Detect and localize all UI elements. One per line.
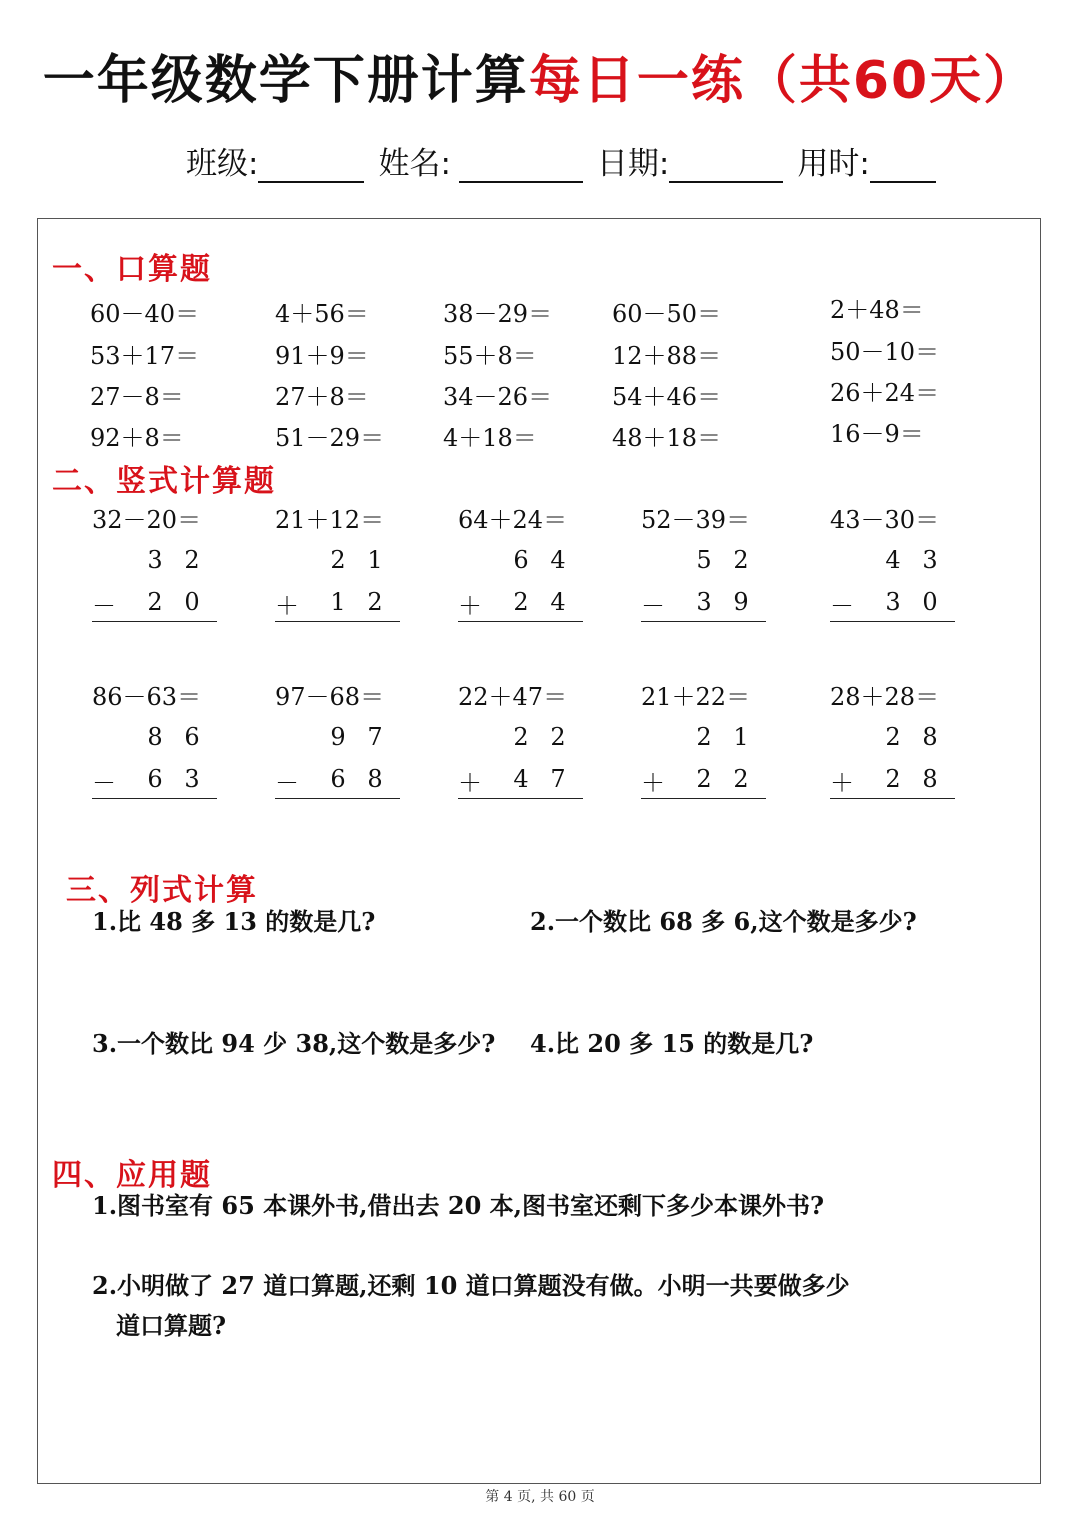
answer-line <box>275 621 400 622</box>
digit-ones: 8 <box>367 765 383 793</box>
digit-ones: 4 <box>550 546 566 574</box>
vertical-column <box>830 542 962 628</box>
digit-ones: 6 <box>184 723 200 751</box>
class-label: 班级: <box>186 146 259 182</box>
oral-problem: 26＋24＝ <box>830 379 940 407</box>
digit-ones: 1 <box>733 723 749 751</box>
operator-sign: － <box>92 592 116 620</box>
word-problem-2-continued: 道口算题? <box>116 1311 227 1340</box>
vertical-problem-expression: 32－20＝ <box>92 506 202 534</box>
digit-tens: 2 <box>885 723 901 751</box>
vertical-problem-expression: 97－68＝ <box>275 683 385 711</box>
operator-sign: － <box>92 769 116 797</box>
oral-problem: 16－9＝ <box>830 420 924 448</box>
digit-tens: 1 <box>330 588 346 616</box>
digit-tens: 2 <box>885 765 901 793</box>
oral-problem: 27－8＝ <box>90 383 184 411</box>
vertical-problem-expression: 21＋12＝ <box>275 506 385 534</box>
oral-problem: 38－29＝ <box>443 300 553 328</box>
digit-ones: 1 <box>367 546 383 574</box>
oral-problem: 4＋18＝ <box>443 424 537 452</box>
digit-ones: 8 <box>922 765 938 793</box>
operator-sign: ＋ <box>641 769 665 797</box>
vertical-problem-expression: 28＋28＝ <box>830 683 940 711</box>
date-label: 日期: <box>596 146 670 182</box>
digit-ones: 0 <box>184 588 200 616</box>
digit-ones: 9 <box>733 588 749 616</box>
digit-tens: 2 <box>696 723 712 751</box>
digit-ones: 2 <box>733 765 749 793</box>
expression-question-2: 2.一个数比 68 多 6,这个数是多少? <box>530 907 917 936</box>
oral-problem: 4＋56＝ <box>275 300 369 328</box>
oral-problem: 51－29＝ <box>275 424 385 452</box>
section-4-heading: 四、应用题 <box>52 1158 212 1193</box>
answer-line <box>458 798 583 799</box>
word-problem-2: 2.小明做了 27 道口算题,还剩 10 道口算题没有做。小明一共要做多少 <box>92 1271 850 1300</box>
digit-tens: 3 <box>885 588 901 616</box>
expression-question-3: 3.一个数比 94 少 38,这个数是多少? <box>92 1029 496 1058</box>
section-2-heading: 二、竖式计算题 <box>52 464 276 499</box>
digit-tens: 6 <box>330 765 346 793</box>
answer-line <box>458 621 583 622</box>
operator-sign: ＋ <box>458 592 482 620</box>
vertical-problem-expression: 52－39＝ <box>641 506 751 534</box>
operator-sign: ＋ <box>458 769 482 797</box>
oral-problem: 27＋8＝ <box>275 383 369 411</box>
vertical-column <box>641 719 773 805</box>
answer-line <box>830 798 955 799</box>
student-info <box>186 138 936 183</box>
operator-sign: ＋ <box>830 769 854 797</box>
digit-ones: 2 <box>184 546 200 574</box>
title-highlight: 每日一练（共60天） <box>528 51 1038 111</box>
vertical-problem-expression: 21＋22＝ <box>641 683 751 711</box>
time-blank[interactable] <box>870 147 936 183</box>
oral-problem: 60－40＝ <box>90 300 200 328</box>
digit-tens: 2 <box>330 546 346 574</box>
digit-ones: 3 <box>184 765 200 793</box>
class-blank[interactable] <box>258 147 364 183</box>
answer-line <box>641 621 766 622</box>
digit-tens: 6 <box>147 765 163 793</box>
digit-tens: 8 <box>147 723 163 751</box>
digit-ones: 3 <box>922 546 938 574</box>
digit-ones: 7 <box>550 765 566 793</box>
digit-tens: 9 <box>330 723 346 751</box>
vertical-column <box>458 719 590 805</box>
digit-tens: 5 <box>696 546 712 574</box>
answer-line <box>275 798 400 799</box>
vertical-column <box>641 542 773 628</box>
digit-tens: 2 <box>696 765 712 793</box>
vertical-column <box>275 542 407 628</box>
oral-problem: 2＋48＝ <box>830 296 924 324</box>
oral-problem: 53＋17＝ <box>90 342 200 370</box>
section-3-heading: 三、列式计算 <box>66 873 258 908</box>
name-blank[interactable] <box>459 147 583 183</box>
digit-tens: 3 <box>147 546 163 574</box>
vertical-column <box>92 719 224 805</box>
digit-tens: 4 <box>513 765 529 793</box>
oral-problem: 12＋88＝ <box>612 342 722 370</box>
operator-sign: － <box>830 592 854 620</box>
operator-sign: － <box>641 592 665 620</box>
expression-question-4: 4.比 20 多 15 的数是几? <box>530 1029 814 1058</box>
name-label: 姓名: <box>378 146 451 182</box>
page-footer: 第 4 页, 共 60 页 <box>485 1489 595 1505</box>
operator-sign: － <box>275 769 299 797</box>
digit-tens: 4 <box>885 546 901 574</box>
digit-ones: 0 <box>922 588 938 616</box>
answer-line <box>830 621 955 622</box>
oral-problem: 50－10＝ <box>830 338 940 366</box>
oral-problem: 92＋8＝ <box>90 424 184 452</box>
title-main: 一年级数学下册计算 <box>42 51 529 111</box>
digit-tens: 2 <box>513 723 529 751</box>
digit-ones: 7 <box>367 723 383 751</box>
operator-sign: ＋ <box>275 592 299 620</box>
digit-ones: 4 <box>550 588 566 616</box>
vertical-problem-expression: 64＋24＝ <box>458 506 568 534</box>
answer-line <box>641 798 766 799</box>
digit-ones: 2 <box>550 723 566 751</box>
section-1-heading: 一、口算题 <box>52 252 212 287</box>
answer-line <box>92 798 217 799</box>
vertical-problem-expression: 86－63＝ <box>92 683 202 711</box>
vertical-column <box>92 542 224 628</box>
digit-tens: 6 <box>513 546 529 574</box>
expression-question-1: 1.比 48 多 13 的数是几? <box>92 907 376 936</box>
time-label: 用时: <box>797 146 870 182</box>
digit-tens: 3 <box>696 588 712 616</box>
oral-problem: 34－26＝ <box>443 383 553 411</box>
answer-line <box>92 621 217 622</box>
oral-problem: 55＋8＝ <box>443 342 537 370</box>
page-title <box>0 38 1080 113</box>
vertical-column <box>458 542 590 628</box>
date-blank[interactable] <box>669 147 783 183</box>
vertical-problem-expression: 43－30＝ <box>830 506 940 534</box>
digit-tens: 2 <box>147 588 163 616</box>
digit-ones: 2 <box>733 546 749 574</box>
oral-problem: 91＋9＝ <box>275 342 369 370</box>
oral-problem: 60－50＝ <box>612 300 722 328</box>
oral-problem: 54＋46＝ <box>612 383 722 411</box>
vertical-column <box>830 719 962 805</box>
oral-problem: 48＋18＝ <box>612 424 722 452</box>
digit-ones: 2 <box>367 588 383 616</box>
vertical-problem-expression: 22＋47＝ <box>458 683 568 711</box>
digit-ones: 8 <box>922 723 938 751</box>
vertical-column <box>275 719 407 805</box>
word-problem-1: 1.图书室有 65 本课外书,借出去 20 本,图书室还剩下多少本课外书? <box>92 1191 825 1220</box>
digit-tens: 2 <box>513 588 529 616</box>
